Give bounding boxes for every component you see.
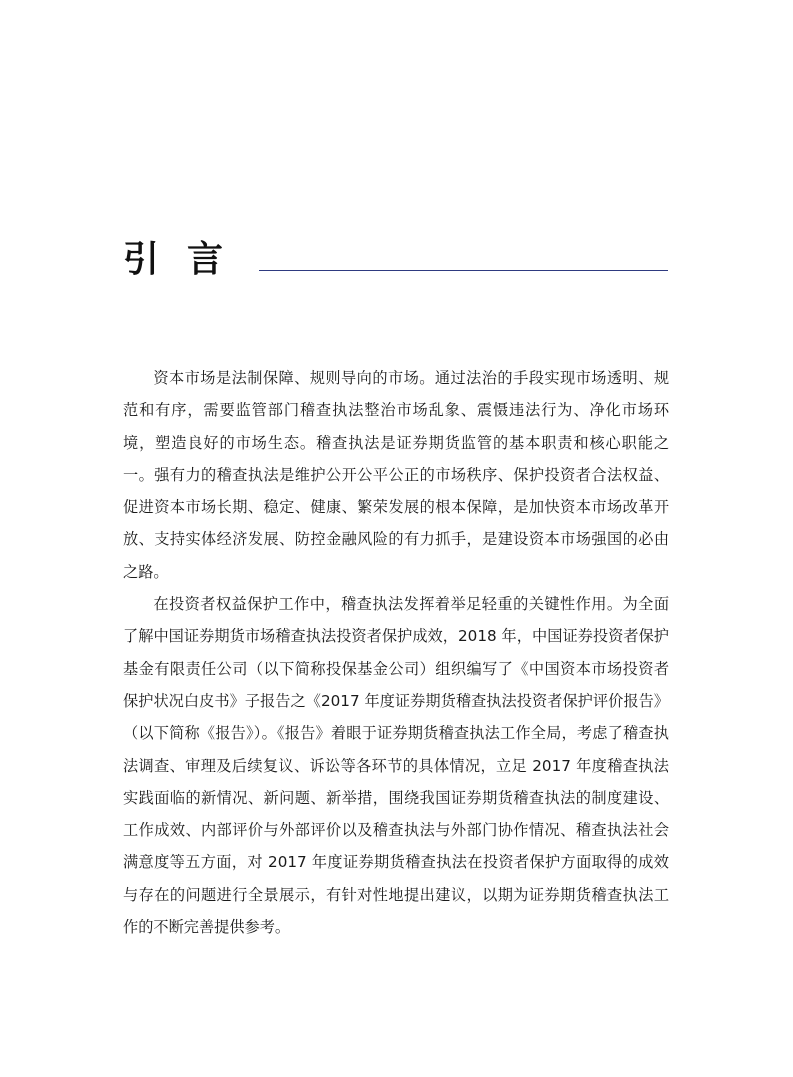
heading-underline [259, 270, 668, 271]
paragraph-intro: 资本市场是法制保障、规则导向的市场。通过法治的手段实现市场透明、规范和有序，需要监管部门稽查执法整治市场乱象、震慑违法行为、净化市场环境，塑造良好的市场生态。稽查执法是证券期货监管的基本职责和核心职能之一。强有力的稽查执法是维护公开公平公正的市场秩序、保护投资者合法权益、促进资本市场长期、稳定、健康、繁荣发展的根本保障，是加快资本市场改革开放、支持实体经济发展、防控金融风险的有力抓手，是建设资本市场强国的必由之路。 [123, 369, 669, 581]
section-heading: 引言 [123, 239, 252, 280]
paragraph-report: 在投资者权益保护工作中，稽查执法发挥着举足轻重的关键性作用。为全面了解中国证券期货市场稽查执法投资者保护成效，2018 年，中国证券投资者保护基金有限责任公司（以下简称投保基金公司）组织编写了《中国资本市场投资者保护状况白皮书》子报告之《2017 年度证券期货稽查执法投资者保护评价报告》（以下简称《报告》）。《报告》着眼于证券期货稽查执法工作全局，考虑了稽查执法调查、审理及后续复议、诉讼等各环节的具体情况，立足 2017 年度稽查执法实践面临的新情况、新问题、新举措，围绕我国证券期货稽查执法的制度建设、工作成效、内部评价与外部评价以及稽查执法与外部门协作情况、稽查执法社会满意度等五方面，对 2017 年度证券期货稽查执法在投资者保护方面取得的成效与存在的问题进行全景展示，有针对性地提出建议，以期为证券期货稽查执法工作的不断完善提供参考。 [123, 595, 669, 937]
body-text [123, 362, 669, 943]
